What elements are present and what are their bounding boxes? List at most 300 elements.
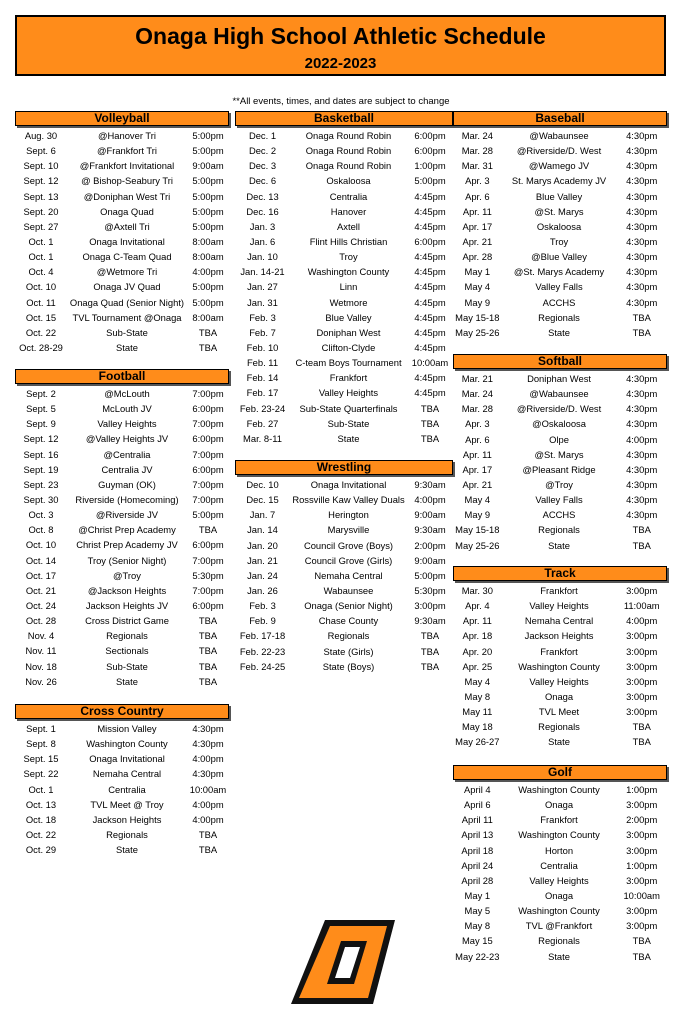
event-event: Onaga [544, 799, 574, 811]
event-time: 1:00pm [626, 784, 658, 795]
event-time: 3:00pm [626, 645, 658, 657]
schedule-row [235, 583, 453, 598]
event-event: Hanover [330, 205, 367, 217]
event-date: Oct. 18 [25, 813, 57, 825]
event-event: @Troy [113, 569, 141, 581]
schedule-row [15, 340, 229, 355]
event-date: Oct. 21 [25, 584, 57, 596]
event-event: State [116, 675, 138, 687]
event-time: 4:30pm [626, 205, 658, 217]
event-time: 4:30pm [626, 494, 658, 506]
event-date: Apr. 11 [462, 615, 492, 627]
schedule-row [235, 264, 453, 279]
event-event: @Riverside/D. West [516, 403, 602, 415]
event-date: May 8 [464, 690, 491, 702]
event-event: Sub-State [106, 326, 148, 338]
event-date: May 1 [464, 266, 491, 278]
event-event: Onaga Round Robin [305, 160, 392, 172]
event-date: May 5 [464, 905, 491, 917]
wrestling-section [235, 460, 453, 674]
event-time: 5:00pm [414, 175, 446, 187]
schedule-row [453, 234, 667, 249]
event-date: May 9 [464, 509, 491, 521]
schedule-row [235, 659, 453, 674]
event-event: Sub-State Quarterfinals [299, 402, 398, 414]
event-event: Jackson Heights [524, 630, 594, 642]
section-header: Volleyball [15, 111, 229, 126]
event-time: TBA [632, 721, 651, 733]
schedule-row [15, 598, 229, 613]
event-date: Feb. 22-23 [239, 645, 286, 657]
event-event: @Axtell Tri [104, 220, 150, 232]
schedule-row [235, 416, 453, 431]
event-time: TBA [198, 524, 218, 536]
event-event: State [548, 950, 570, 962]
event-event: Troy [549, 235, 569, 247]
schedule-row [15, 842, 229, 857]
section-header: Basketball [235, 111, 453, 126]
event-event: Riverside (Homecoming) [75, 493, 179, 505]
event-time: 1:00pm [626, 859, 658, 871]
event-date: Jan. 21 [247, 554, 278, 566]
event-time: 4:45pm [414, 205, 446, 217]
schedule-row [15, 492, 229, 507]
event-date: Feb. 7 [249, 326, 276, 338]
schedule-row [15, 431, 229, 446]
event-date: Feb. 23-24 [239, 402, 286, 414]
event-date: Oct. 1 [28, 251, 54, 263]
schedule-row [15, 477, 229, 492]
event-event: @Wamego JV [528, 160, 590, 172]
event-date: Jan. 6 [249, 235, 276, 247]
schedule-row [453, 583, 667, 598]
event-time: 4:45pm [414, 372, 446, 384]
schedule-row [453, 843, 667, 858]
event-time: TBA [198, 675, 218, 687]
event-date: May 25-26 [455, 326, 500, 338]
event-event: Blue Valley [535, 190, 583, 202]
event-time: 4:00pm [192, 798, 224, 810]
event-event: @Riverside JV [95, 509, 159, 521]
event-time: 4:30pm [192, 768, 224, 780]
event-event: Centralia [329, 190, 368, 202]
schedule-row [453, 143, 667, 158]
event-time: TBA [420, 660, 440, 672]
schedule-row [453, 628, 667, 643]
schedule-row [235, 173, 453, 188]
schedule-row [453, 858, 667, 873]
event-time: 4:30pm [626, 281, 658, 293]
event-time: TBA [632, 524, 651, 536]
event-date: Sept. 20 [23, 205, 59, 217]
event-time: 9:30am [414, 615, 446, 627]
schedule-row [235, 613, 453, 628]
event-event: @Troy [545, 478, 573, 490]
event-time: TBA [632, 736, 651, 748]
event-date: Sept. 10 [23, 160, 59, 172]
schedule-row [15, 173, 229, 188]
event-date: Jan. 27 [247, 281, 278, 293]
schedule-row [15, 264, 229, 279]
event-date: Mar. 30 [461, 585, 493, 596]
schedule-row [453, 797, 667, 812]
event-event: Washington County [518, 829, 600, 841]
schedule-row [453, 325, 667, 340]
schedule-row [235, 279, 453, 294]
event-date: Oct. 8 [28, 524, 54, 536]
schedule-row [235, 477, 453, 492]
schedule-row [15, 583, 229, 598]
schedule-row [15, 295, 229, 310]
event-time: 4:30pm [626, 373, 658, 384]
schedule-row [453, 522, 667, 537]
schedule-row [235, 295, 453, 310]
event-event: ACCHS [542, 509, 576, 521]
event-date: Sept. 15 [23, 753, 59, 765]
event-date: April 13 [461, 829, 494, 841]
event-time: 7:00pm [192, 448, 224, 460]
event-date: Dec. 15 [246, 494, 279, 506]
event-date: May 8 [464, 920, 491, 932]
schedule-row [453, 918, 667, 933]
event-time: TBA [420, 630, 440, 642]
event-time: TBA [632, 311, 651, 323]
event-date: May 4 [464, 281, 491, 293]
event-time: 5:00pm [192, 296, 224, 308]
event-event: State (Boys) [322, 660, 375, 672]
event-time: 9:00am [414, 554, 446, 566]
event-time: 4:30pm [626, 160, 658, 172]
event-date: Dec. 13 [246, 190, 279, 202]
event-date: Feb. 3 [249, 311, 276, 323]
event-time: TBA [420, 432, 440, 444]
event-date: Mar. 31 [461, 160, 493, 172]
schedule-row [235, 204, 453, 219]
event-event: @Valley Heights JV [85, 433, 169, 445]
schedule-row [15, 249, 229, 264]
event-event: Regionals [538, 721, 580, 733]
event-date: Apr. 3 [465, 175, 490, 187]
schedule-row [453, 827, 667, 842]
event-time: TBA [420, 417, 440, 429]
event-time: 4:30pm [626, 388, 658, 400]
event-time: 4:45pm [414, 190, 446, 202]
event-event: Rossville Kaw Valley Duals [292, 494, 405, 506]
event-time: 4:45pm [414, 266, 446, 278]
event-date: Jan. 26 [247, 584, 278, 596]
schedule-row [453, 674, 667, 689]
event-date: Feb. 27 [246, 417, 279, 429]
event-event: Onaga Quad (Senior Night) [69, 296, 185, 308]
schedule-row [453, 477, 667, 492]
schedule-row [15, 158, 229, 173]
event-date: May 15-18 [455, 524, 500, 536]
event-date: Apr. 18 [462, 630, 493, 642]
event-event: McLouth JV [102, 403, 152, 415]
schedule-row [15, 643, 229, 658]
event-time: 4:30pm [626, 418, 658, 430]
event-date: Feb. 14 [246, 372, 279, 384]
event-date: May 18 [461, 721, 493, 733]
event-date: Dec. 6 [248, 175, 277, 187]
event-date: Feb. 3 [249, 600, 276, 612]
track-section [453, 566, 667, 750]
event-event: State [548, 539, 570, 551]
event-event: @Blue Valley [531, 251, 587, 263]
event-event: Regionals [106, 828, 148, 840]
event-time: TBA [632, 539, 651, 551]
event-event: Washington County [518, 784, 600, 795]
event-time: 4:45pm [414, 341, 446, 353]
event-date: May 4 [464, 494, 491, 506]
event-event: Nemaha Central [92, 768, 162, 780]
event-date: Sept. 12 [23, 433, 59, 445]
event-event: Olpe [549, 433, 569, 445]
event-time: 5:00pm [192, 175, 224, 187]
event-time: 3:00pm [626, 660, 658, 672]
schedule-row [235, 370, 453, 385]
schedule-row [453, 704, 667, 719]
schedule-row [453, 933, 667, 948]
event-time: 4:30pm [626, 448, 658, 460]
event-time: TBA [420, 645, 440, 657]
event-event: Centralia JV [101, 463, 153, 475]
event-event: Herington [328, 509, 369, 521]
event-event: Jackson Heights JV [85, 599, 169, 611]
schedule-row [15, 751, 229, 766]
schedule-row [453, 903, 667, 918]
event-date: Sept. 13 [23, 190, 59, 202]
event-time: 6:00pm [414, 235, 446, 247]
schedule-row [453, 462, 667, 477]
event-date: Apr. 6 [465, 190, 490, 202]
event-event: @Pleasant Ridge [522, 463, 596, 475]
event-event: Flint Hills Christian [309, 235, 388, 247]
event-event: Frankfort [540, 585, 578, 596]
event-date: Oct. 22 [25, 326, 57, 338]
event-time: 4:00pm [192, 266, 224, 278]
event-time: 6:00pm [414, 130, 446, 141]
event-date: Oct. 15 [25, 311, 57, 323]
event-event: Troy (Senior Night) [87, 554, 167, 566]
schedule-row [15, 797, 229, 812]
event-event: Regionals [538, 524, 580, 536]
schedule-row [15, 143, 229, 158]
event-date: Dec. 3 [248, 160, 277, 172]
event-event: C-team Boys Tournament [295, 357, 402, 369]
schedule-row [453, 310, 667, 325]
event-date: Oct. 24 [25, 599, 57, 611]
event-time: TBA [198, 828, 218, 840]
section-header: Wrestling [235, 460, 453, 475]
event-event: @Wabaunsee [529, 130, 589, 141]
event-event: Wabaunsee [323, 584, 374, 596]
event-event: Oskaloosa [326, 175, 371, 187]
event-time: 4:30pm [626, 509, 658, 521]
event-date: Feb. 9 [249, 615, 276, 627]
event-time: TBA [198, 615, 218, 627]
event-date: Oct. 3 [28, 509, 54, 521]
title-banner [15, 15, 666, 76]
event-time: 5:00pm [192, 145, 224, 157]
schedule-row [235, 492, 453, 507]
event-event: Doniphan West [316, 326, 381, 338]
event-time: 3:00pm [626, 874, 658, 886]
event-event: State [548, 736, 570, 748]
event-time: 3:00pm [626, 829, 658, 841]
schedule-row [235, 310, 453, 325]
basketball-section [235, 111, 453, 446]
event-date: Jan. 10 [247, 251, 278, 263]
event-time: 3:00pm [626, 630, 658, 642]
schedule-row [235, 553, 453, 568]
event-event: Council Grove (Boys) [303, 539, 394, 551]
schedule-row [235, 401, 453, 416]
event-time: 2:00pm [414, 539, 446, 551]
event-time: 3:00pm [626, 920, 658, 932]
event-date: Dec. 1 [248, 130, 277, 141]
schedule-row [453, 719, 667, 734]
event-date: Sept. 12 [23, 175, 59, 187]
event-time: 3:00pm [414, 600, 446, 612]
schedule-row [15, 189, 229, 204]
event-time: 5:00pm [192, 220, 224, 232]
event-time: 4:30pm [626, 251, 658, 263]
event-date: May 22-23 [455, 950, 500, 962]
softball-section [453, 354, 667, 553]
event-event: State [548, 326, 570, 338]
event-date: May 4 [464, 675, 491, 687]
schedule-row [15, 522, 229, 537]
schedule-row [453, 432, 667, 447]
event-time: TBA [198, 844, 218, 856]
schedule-row [15, 766, 229, 781]
event-event: Centralia [108, 783, 146, 795]
schedule-row [235, 538, 453, 553]
event-time: 7:00pm [192, 388, 224, 399]
schedule-row [15, 721, 229, 736]
football-section [15, 369, 229, 689]
event-event: @Hanover Tri [98, 130, 156, 141]
cross-country-section [15, 704, 229, 857]
event-date: Mar. 21 [461, 373, 493, 384]
event-time: 4:30pm [626, 266, 658, 278]
event-event: TVL Tournament @Onaga [72, 311, 182, 323]
schedule-row [15, 613, 229, 628]
event-event: Valley Heights [97, 418, 157, 430]
event-event: Onaga (Senior Night) [304, 600, 393, 612]
schedule-row [235, 598, 453, 613]
event-event: Onaga [544, 889, 574, 901]
event-event: Washington County [307, 266, 390, 278]
event-time: 6:00pm [192, 599, 224, 611]
event-time: 4:45pm [414, 296, 446, 308]
event-time: 8:00am [192, 251, 224, 263]
event-event: @Frankfort Tri [96, 145, 158, 157]
event-event: Onaga Round Robin [305, 145, 392, 157]
event-event: Onaga [544, 690, 574, 702]
event-time: 7:00pm [192, 554, 224, 566]
event-date: Apr. 17 [462, 463, 493, 475]
schedule-row [453, 447, 667, 462]
event-time: 5:00pm [192, 281, 224, 293]
event-event: @Christ Prep Academy [78, 524, 176, 536]
section-header: Track [453, 566, 667, 581]
event-event: @Riverside/D. West [516, 145, 602, 157]
event-date: Oct. 11 [26, 296, 56, 308]
event-date: April 6 [464, 799, 491, 811]
event-time: 7:00pm [192, 584, 224, 596]
event-time: 4:30pm [626, 130, 658, 141]
schedule-row [235, 628, 453, 643]
schedule-row [453, 219, 667, 234]
schedule-row [235, 219, 453, 234]
event-date: Sept. 2 [26, 388, 56, 399]
event-time: 10:00am [189, 783, 227, 795]
event-time: 8:00am [192, 235, 224, 247]
event-event: Marysville [327, 524, 370, 536]
schedule-row [453, 598, 667, 613]
event-time: 4:30pm [626, 190, 658, 202]
event-time: 5:30pm [414, 584, 446, 596]
event-date: May 15 [461, 935, 493, 947]
event-time: 6:00pm [414, 145, 446, 157]
event-date: Sept. 16 [23, 448, 59, 460]
schedule-row [15, 659, 229, 674]
event-time: 7:00pm [192, 493, 224, 505]
event-date: Oct. 28 [25, 615, 57, 627]
event-date: Sept. 1 [26, 723, 56, 734]
schedule-row [453, 659, 667, 674]
event-date: Dec. 2 [248, 145, 277, 157]
baseball-section [453, 111, 667, 340]
event-time: 9:00am [192, 160, 224, 172]
event-time: 4:30pm [626, 296, 658, 308]
event-event: Onaga Invitational [89, 235, 165, 247]
event-event: Oskaloosa [536, 220, 582, 232]
event-time: 5:00pm [192, 205, 224, 217]
event-date: Apr. 11 [462, 205, 492, 217]
event-date: April 11 [461, 814, 493, 826]
schedule-row [453, 279, 667, 294]
event-date: Apr. 17 [462, 220, 493, 232]
event-event: State [116, 341, 138, 353]
event-date: Jan. 24 [247, 569, 278, 581]
event-time: 7:00pm [192, 418, 224, 430]
event-date: Oct. 1 [28, 783, 54, 795]
event-time: 4:30pm [626, 463, 658, 475]
event-event: Wetmore [329, 296, 368, 308]
event-date: Jan. 3 [249, 220, 276, 232]
event-date: Mar. 24 [461, 388, 493, 400]
event-event: Jackson Heights [92, 813, 162, 825]
event-date: April 28 [461, 874, 494, 886]
event-date: Apr. 11 [462, 448, 492, 460]
schedule-row [453, 371, 667, 386]
event-time: 6:00pm [192, 433, 224, 445]
event-date: Dec. 16 [246, 205, 279, 217]
event-date: Jan. 20 [247, 539, 278, 551]
event-event: Onaga Quad [100, 205, 154, 217]
event-time: 5:30pm [192, 569, 224, 581]
schedule-row [15, 827, 229, 842]
event-time: 6:00pm [192, 463, 224, 475]
event-date: Feb. 17 [246, 387, 279, 399]
schedule-row [453, 204, 667, 219]
section-header: Golf [453, 765, 667, 780]
event-date: Sept. 6 [26, 145, 56, 157]
schedule-row [15, 462, 229, 477]
